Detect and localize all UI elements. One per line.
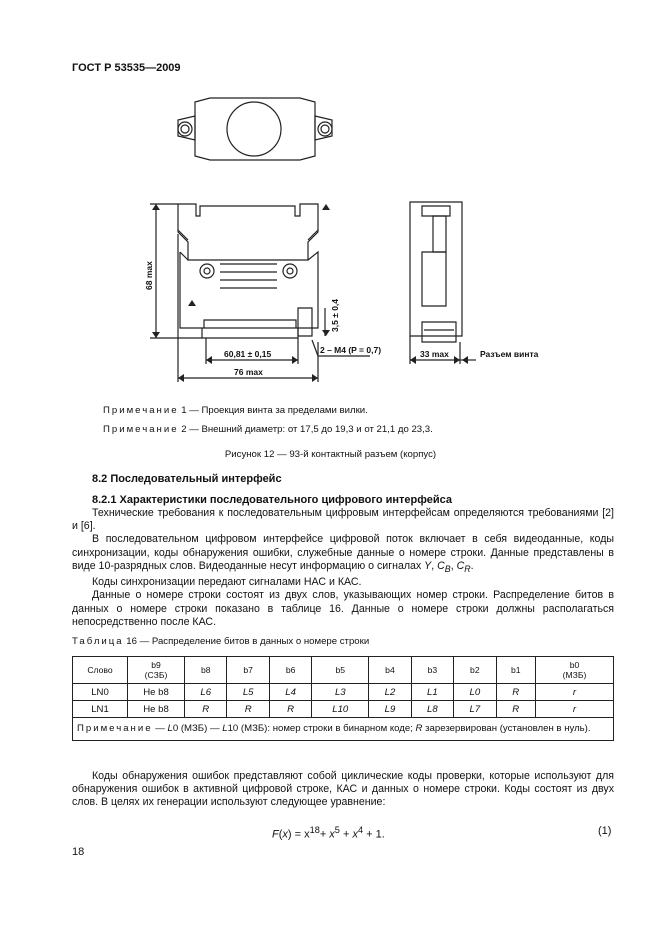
table-cell: L2 xyxy=(369,684,411,701)
equation-formula: $F(x) = x^{18}+ x^5 + x^4 + 1$. xyxy=(272,825,385,841)
note-1 xyxy=(103,405,368,416)
table-cell: L0 xyxy=(454,684,496,701)
header-cell: Слово xyxy=(73,657,128,684)
dim-height-label: 68 max xyxy=(144,261,154,290)
signal-cb xyxy=(437,560,451,572)
subsection-title: 8.2.1 Характеристики последовательного цифрового интерфейса xyxy=(92,494,452,506)
signal-cr xyxy=(457,560,471,572)
eq-rhs: = x xyxy=(294,828,310,841)
table-cell: r xyxy=(535,701,613,718)
dim-depth-label: 33 max xyxy=(420,349,449,359)
note-1-label: Примечание xyxy=(103,405,179,416)
header-b0: b0 xyxy=(569,660,580,670)
paragraph-requirements: Технические требования к последовательным цифровым интерфейсам определяются требованиями [2] и [6]. xyxy=(72,507,614,533)
table-cell: L1 xyxy=(411,684,453,701)
table-cell: LN0 xyxy=(73,684,128,701)
header-cell: b8 xyxy=(185,657,227,684)
header-cell: b3 xyxy=(411,657,453,684)
table-cell: LN1 xyxy=(73,701,128,718)
header-cell: b6 xyxy=(269,657,311,684)
table-caption-text: 16 — Распределение битов в данных о номере строки xyxy=(126,636,370,647)
dim-width-label: 76 max xyxy=(234,367,263,377)
dim-offset-label: 3,5 ± 0,4 xyxy=(330,298,340,332)
header-cell xyxy=(535,657,613,684)
eq-exp2: 5 xyxy=(334,825,340,835)
table-cell: Не b8 xyxy=(128,701,185,718)
eq-tail: + 1. xyxy=(366,828,385,841)
table-cell: R xyxy=(227,701,269,718)
paragraph-stream-text: В последовательном цифровом интерфейсе цифровой поток включает в себя видеоданные, коды синхронизации, коды обнаружения ошибки, служебные данные о номере строки. Данные представлены в виде 10-разрядных слов. Видеоданные несут информацию о сигналах xyxy=(72,533,614,572)
header-cell: b1 xyxy=(496,657,535,684)
header-cell: b4 xyxy=(369,657,411,684)
header-cell: b2 xyxy=(454,657,496,684)
table-cell: L5 xyxy=(227,684,269,701)
table-note-r: R xyxy=(415,723,423,734)
body-text-2 xyxy=(72,770,614,810)
table-caption xyxy=(72,636,369,647)
paragraph-error-codes: Коды обнаружения ошибок представляют собой циклические коды проверки, которые используют для обнаружения ошибок в активной цифровой строке, КАС и данных о номере строки. Коды состоят из двух слов. В целях их генерации используют следующее уравнение: xyxy=(72,770,614,809)
body-text-1 xyxy=(72,507,614,629)
table-note-l0: L xyxy=(167,723,173,734)
dim-thread-label: 2 – M4 (P = 0,7) xyxy=(320,345,382,355)
connector-drawing xyxy=(140,92,590,388)
table-cell: r xyxy=(535,684,613,701)
paragraph-line-number: Данные о номере строки состоят из двух слов, указывающих номер строки. Распределение битов в данных о номере строки показано в таблице 16. Данные о номере строки должны располагаться непосредственно после КАС. xyxy=(72,589,614,628)
signal-cb-c: C xyxy=(437,559,445,572)
eq-exp1: 18 xyxy=(309,825,320,835)
header-cell: b7 xyxy=(227,657,269,684)
table-cell: R xyxy=(269,701,311,718)
table-note-dash: — xyxy=(155,723,165,734)
header-cell xyxy=(128,657,185,684)
eq-x: x xyxy=(282,828,288,841)
note-2-label: Примечание xyxy=(103,424,179,435)
table-note xyxy=(73,718,614,741)
table-cell: L7 xyxy=(454,701,496,718)
document-header: ГОСТ Р 53535—2009 xyxy=(72,62,181,74)
table-cell: L3 xyxy=(312,684,369,701)
note-2 xyxy=(103,424,433,435)
table-note-mid: 0 (МЗБ) — xyxy=(172,723,220,734)
table-note-l10: L xyxy=(222,723,228,734)
table-cell: L9 xyxy=(369,701,411,718)
paragraph-stream: В последовательном цифровом интерфейсе цифровой поток включает в себя видеоданные, коды синхронизации, коды обнаружения ошибки, служебные данные о номере строки. Данные представлены в виде 10-разрядных слов. Видеоданные несут информацию о сигналах Y, $C_B$, $C_R$. xyxy=(72,533,614,574)
table-note-label: Примечание xyxy=(77,723,153,734)
header-b9: b9 xyxy=(151,660,161,670)
header-lsb: (МЗБ) xyxy=(562,670,587,680)
note-2-text: 2 — Внешний диаметр: от 17,5 до 19,3 и от 21,1 до 23,3. xyxy=(181,424,433,435)
page-number: 18 xyxy=(72,846,85,858)
eq-exp3: 4 xyxy=(357,825,364,835)
signal-cb-sub: B xyxy=(444,563,451,574)
table-header-row xyxy=(73,657,614,684)
table-note-mid2: 10 (МЗБ): номер строки в бинарном коде; xyxy=(227,723,413,734)
eq-x2: x xyxy=(329,828,335,841)
table-row xyxy=(73,701,614,718)
table-cell: L4 xyxy=(269,684,311,701)
figure-caption: Рисунок 12 — 93-й контактный разъем (корпус) xyxy=(224,449,437,460)
table-cell: Не b8 xyxy=(128,684,185,701)
table-cell: R xyxy=(185,701,227,718)
dim-center-label: 60,81 ± 0,15 xyxy=(224,349,272,359)
signal-cr-sub: R xyxy=(464,563,471,574)
table-cell: R xyxy=(496,684,535,701)
note-1-text: 1 — Проекция винта за пределами вилки. xyxy=(181,405,368,416)
bit-distribution-table xyxy=(72,656,614,741)
table-row xyxy=(73,684,614,701)
signal-cr-c: C xyxy=(456,559,465,572)
table-caption-label: Таблица xyxy=(72,636,124,647)
screw-label: Разъем винта xyxy=(480,349,539,359)
header-msb: (СЗБ) xyxy=(144,670,168,680)
table-cell: L6 xyxy=(185,684,227,701)
table-cell: L8 xyxy=(411,701,453,718)
eq-f: F xyxy=(272,828,279,841)
table-note-end: зарезервирован (установлен в нуль). xyxy=(425,723,591,734)
table-note-row xyxy=(73,718,614,741)
equation-number: (1) xyxy=(598,825,612,837)
eq-x3: x xyxy=(352,828,358,841)
header-cell: b5 xyxy=(312,657,369,684)
signal-y: Y xyxy=(424,559,432,572)
table-cell: L10 xyxy=(312,701,369,718)
section-title: 8.2 Последовательный интерфейс xyxy=(92,473,282,485)
table-cell: R xyxy=(496,701,535,718)
paragraph-sync: Коды синхронизации передают сигналами НАС и КАС. xyxy=(92,576,362,589)
